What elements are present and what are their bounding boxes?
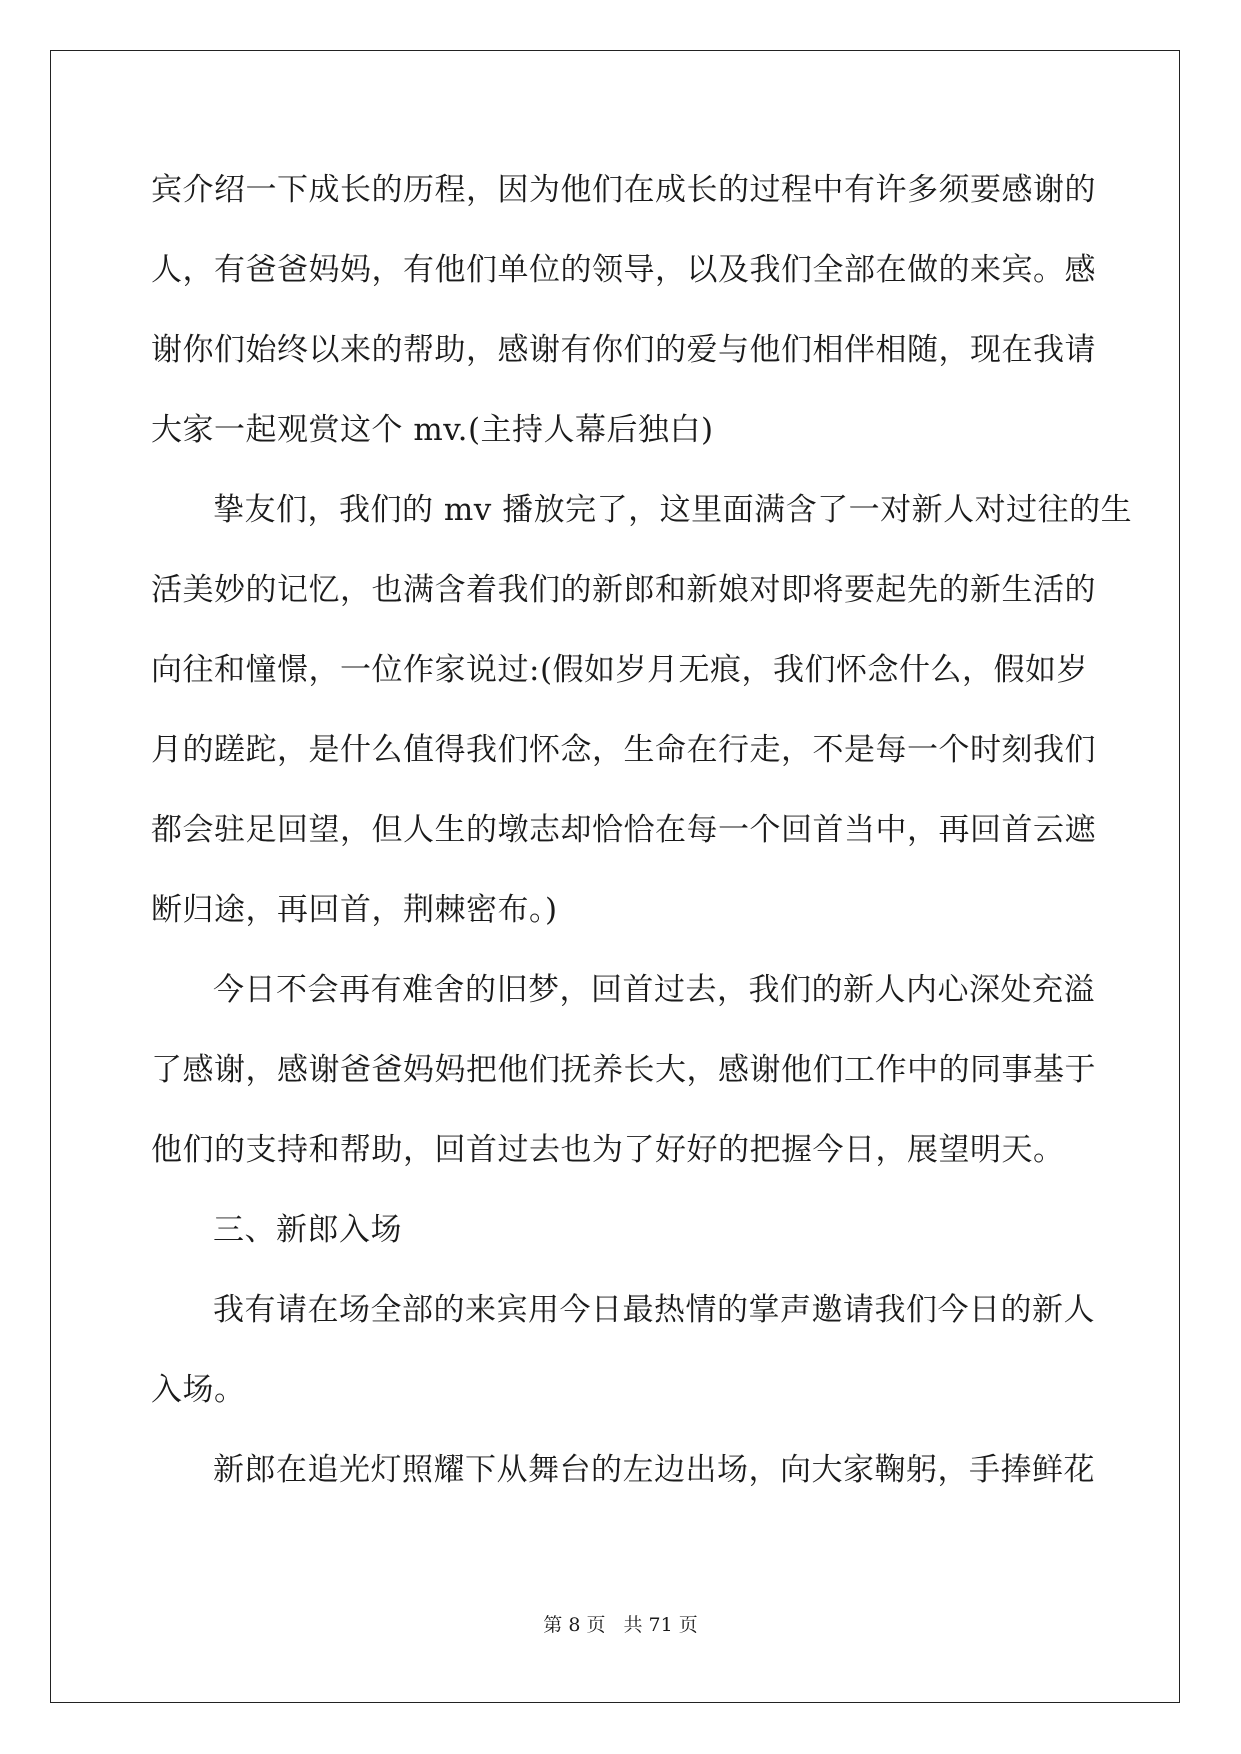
page-number: 第 8 页	[543, 1614, 606, 1636]
section-heading: 三、新郎入场	[213, 1212, 402, 1248]
page-footer	[0, 1610, 1241, 1637]
text-line: 宾介绍一下成长的历程，因为他们在成长的过程中有许多须要感谢的	[151, 172, 1096, 208]
text-line: 大家一起观赏这个 mv.(主持人幕后独白)	[151, 412, 714, 448]
text-line: 谢你们始终以来的帮助，感谢有你们的爱与他们相伴相随，现在我请	[151, 332, 1096, 368]
document-body	[151, 150, 1133, 1510]
text-line: 都会驻足回望，但人生的墩志却恰恰在每一个回首当中，再回首云遮	[151, 812, 1096, 848]
paragraph-start-line: 新郎在追光灯照耀下从舞台的左边出场，向大家鞠躬，手捧鲜花	[213, 1452, 1095, 1488]
text-line: 活美妙的记忆，也满含着我们的新郎和新娘对即将要起先的新生活的	[151, 572, 1096, 608]
text-line: 人，有爸爸妈妈，有他们单位的领导，以及我们全部在做的来宾。感	[151, 252, 1096, 288]
text-line: 向往和憧憬，一位作家说过:(假如岁月无痕，我们怀念什么，假如岁	[151, 652, 1089, 688]
text-line: 他们的支持和帮助，回首过去也为了好好的把握今日，展望明天。	[151, 1132, 1065, 1168]
paragraph-start-line: 我有请在场全部的来宾用今日最热情的掌声邀请我们今日的新人	[213, 1292, 1095, 1328]
page-total: 共 71 页	[623, 1614, 698, 1636]
text-line: 月的蹉跎，是什么值得我们怀念，生命在行走，不是每一个时刻我们	[151, 732, 1096, 768]
text-line: 入场。	[151, 1372, 246, 1408]
text-line: 了感谢，感谢爸爸妈妈把他们抚养长大，感谢他们工作中的同事基于	[151, 1052, 1096, 1088]
paragraph-start-line: 今日不会再有难舍的旧梦，回首过去，我们的新人内心深处充溢	[213, 972, 1095, 1008]
paragraph-start-line: 挚友们，我们的 mv 播放完了，这里面满含了一对新人对过往的生	[213, 492, 1133, 528]
text-line: 断归途，再回首，荆棘密布。)	[151, 892, 558, 928]
